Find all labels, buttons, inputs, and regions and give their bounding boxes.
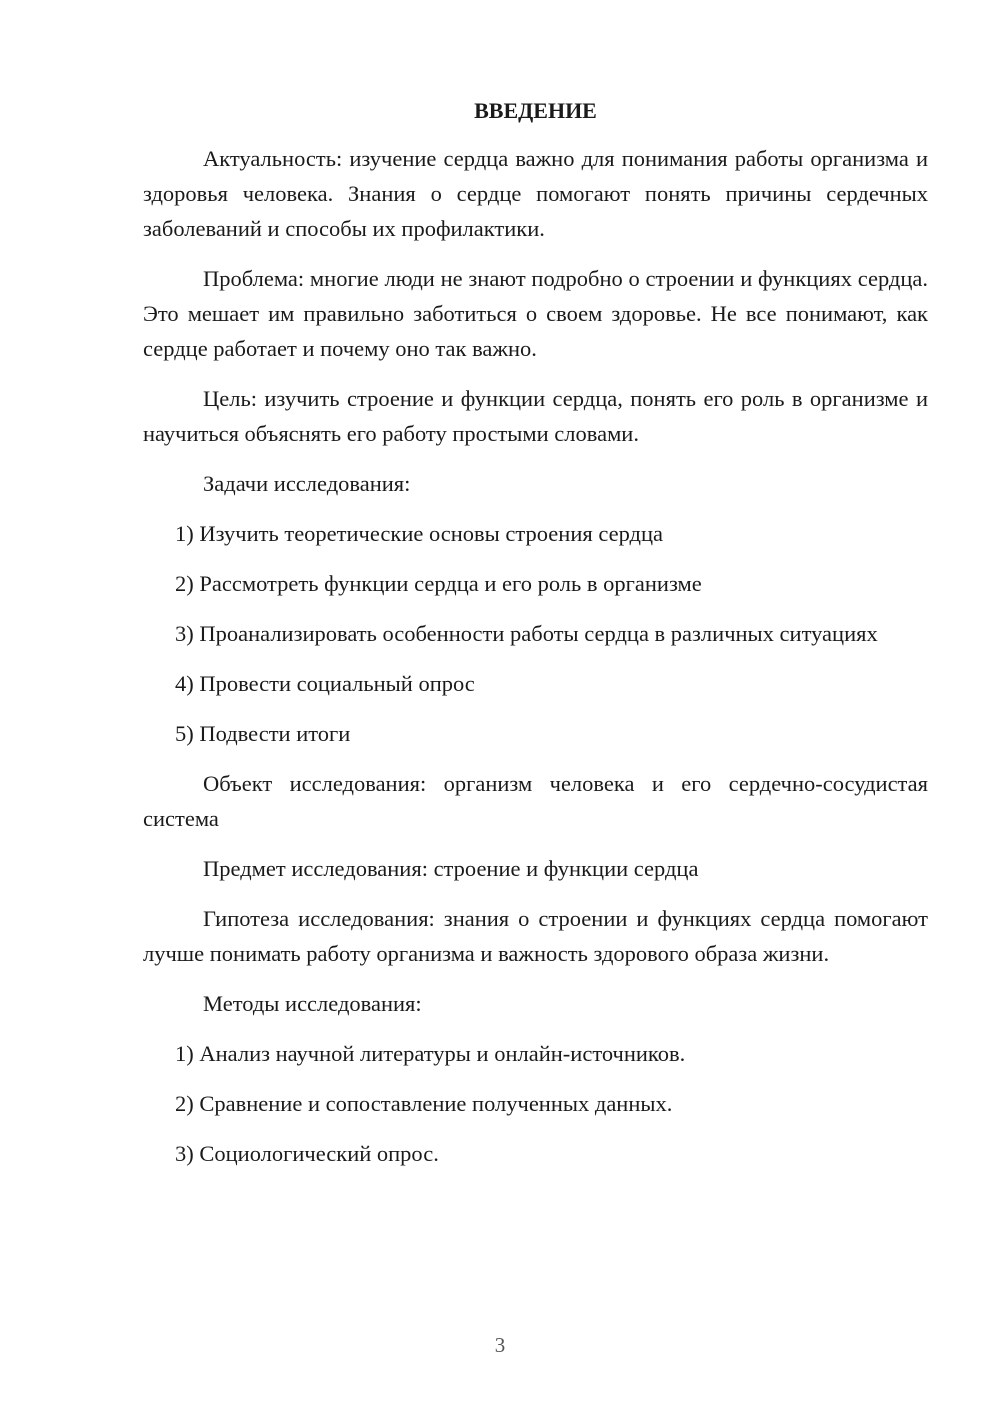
paragraph-hypothesis: Гипотеза исследования: знания о строении и функциях сердца помогают лучше понимать работу организма и важность здорового образа жизни.	[143, 906, 928, 966]
list-item-task-4: 4) Провести социальный опрос	[175, 671, 475, 696]
paragraph-problem: Проблема: многие люди не знают подробно о строении и функциях сердца. Это мешает им правильно заботиться о своем здоровье. Не все понимают, как сердце работает и почему оно так важно.	[143, 266, 928, 361]
paragraph-goal: Цель: изучить строение и функции сердца, понять его роль в организме и научиться объяснять его работу простыми словами.	[143, 386, 928, 446]
list-item-task-5: 5) Подвести итоги	[175, 721, 351, 746]
list-item-task-2: 2) Рассмотреть функции сердца и его роль в организме	[175, 571, 702, 596]
list-item-method-2: 2) Сравнение и сопоставление полученных данных.	[175, 1091, 673, 1116]
list-item-method-1: 1) Анализ научной литературы и онлайн-источников.	[175, 1041, 686, 1066]
section-heading: ВВЕДЕНИЕ	[474, 98, 597, 123]
list-item-method-3: 3) Социологический опрос.	[175, 1141, 439, 1166]
paragraph-object: Объект исследования: организм человека и его сердечно-сосудистая система	[143, 771, 928, 831]
page-number: 3	[494, 1333, 506, 1357]
list-item-task-3: 3) Проанализировать особенности работы сердца в различных ситуациях	[175, 621, 878, 646]
document-body	[143, 92, 928, 1171]
list-item-task-1: 1) Изучить теоретические основы строения сердца	[175, 521, 664, 546]
paragraph-relevance: Актуальность: изучение сердца важно для понимания работы организма и здоровья человека. Знания о сердце помогают понять причины сердечных заболеваний и способы их профилактики.	[143, 146, 928, 241]
paragraph-tasks-title: Задачи исследования:	[203, 471, 411, 496]
paragraph-subject: Предмет исследования: строение и функции сердца	[203, 856, 699, 881]
paragraph-methods-title: Методы исследования:	[203, 991, 422, 1016]
